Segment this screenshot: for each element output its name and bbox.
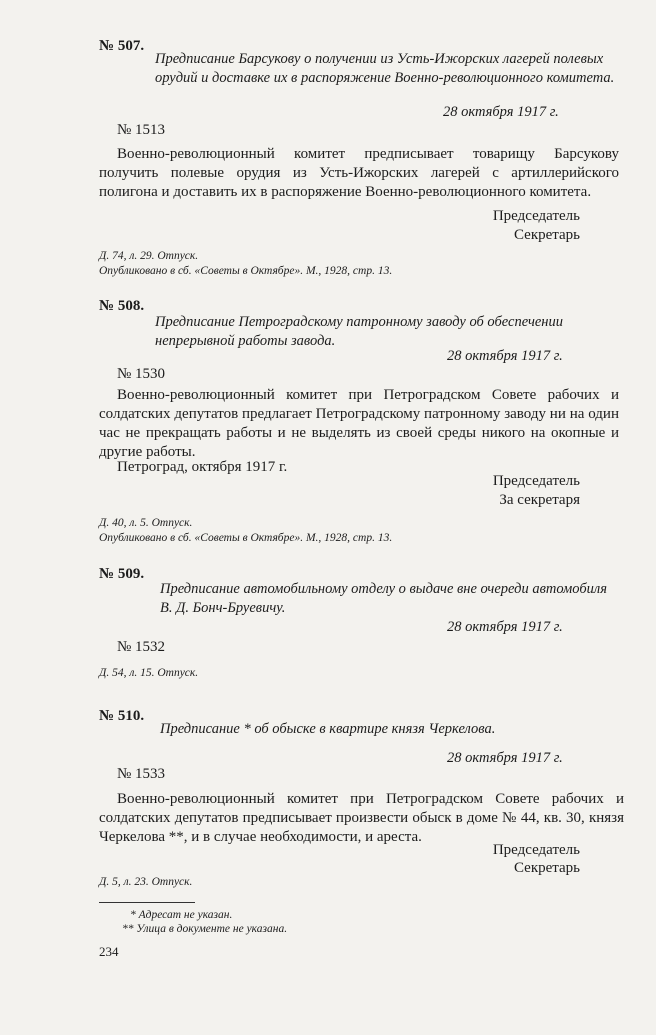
doc-507-date: 28 октября 1917 г.	[443, 104, 559, 120]
doc-510-signature-secretary: Секретарь	[513, 860, 580, 876]
doc-508-body: Военно-революционный комитет при Петроградском Совете рабочих и солдатских депутатов предлагает Петроградскому патронному заводу ни на один час не прекращать работы и не выделять из своей среды никого на окопные и другие работы.	[99, 387, 619, 460]
doc-509-date: 28 октября 1917 г.	[447, 619, 563, 635]
doc-507-archive-ref: Д. 74, л. 29. Отпуск.	[99, 250, 199, 262]
doc-508-publication-ref: Опубликовано в сб. «Советы в Октябре». М., 1928, стр. 13.	[99, 532, 393, 544]
doc-507-signature-secretary: Секретарь	[513, 227, 580, 243]
doc-507-number: № 507.	[99, 38, 145, 54]
doc-507-publication-ref: Опубликовано в сб. «Советы в Октябре». М., 1928, стр. 13.	[99, 265, 393, 277]
doc-508-date: 28 октября 1917 г.	[447, 348, 563, 364]
doc-510-title: Предписание * об обыске в квартире князя Черкелова.	[160, 721, 496, 737]
doc-510-archive-ref: Д. 5, л. 23. Отпуск.	[99, 876, 193, 888]
footnote-street: ** Улица в документе не указана.	[122, 923, 288, 935]
footnote-addressee: * Адресат не указан.	[130, 909, 233, 921]
doc-509-title: Предписание автомобильному отделу о выдаче вне очереди автомобиля В. Д. Бонч-Бруевичу.	[160, 581, 607, 616]
doc-510-date: 28 октября 1917 г.	[447, 750, 563, 766]
footnote-divider	[99, 902, 195, 903]
doc-508-signature-secretary: За секретаря	[499, 492, 580, 508]
doc-509-number: № 509.	[99, 566, 145, 582]
doc-508-signature-chair: Председатель	[492, 473, 580, 489]
doc-507-signature-chair: Председатель	[492, 208, 580, 224]
doc-508-number: № 508.	[99, 298, 145, 314]
doc-509-docnum: № 1532	[117, 639, 166, 655]
doc-507-docnum: № 1513	[117, 122, 166, 138]
doc-508-place-date: Петроград, октября 1917 г.	[117, 459, 288, 475]
doc-510-docnum: № 1533	[117, 766, 166, 782]
doc-510-body: Военно-революционный комитет при Петроградском Совете рабочих и солдатских депутатов предписывает произвести обыск в доме № 44, кв. 30, князя Черкелова **, и в случае необходимости, и ареста.	[99, 791, 624, 845]
page-number: 234	[99, 944, 119, 959]
doc-507-title: Предписание Барсукову о получении из Усть-Ижорских лагерей полевых орудий и доставке их в распоряжение Военно-революционного комитета.	[155, 51, 615, 86]
doc-508-docnum: № 1530	[117, 366, 166, 382]
doc-508-title: Предписание Петроградскому патронному заводу об обеспечении непрерывной работы завода.	[155, 314, 563, 349]
doc-510-number: № 510.	[99, 708, 145, 724]
doc-510-signature-chair: Председатель	[492, 842, 580, 858]
doc-508-archive-ref: Д. 40, л. 5. Отпуск.	[99, 517, 193, 529]
doc-507-body: Военно-революционный комитет предписывает товарищу Барсукову получить полевые орудия из Усть-Ижорских лагерей с артиллерийского полигона и доставить их в распоряжение Военно-революционного комитета.	[99, 146, 619, 200]
doc-509-archive-ref: Д. 54, л. 15. Отпуск.	[99, 667, 199, 679]
